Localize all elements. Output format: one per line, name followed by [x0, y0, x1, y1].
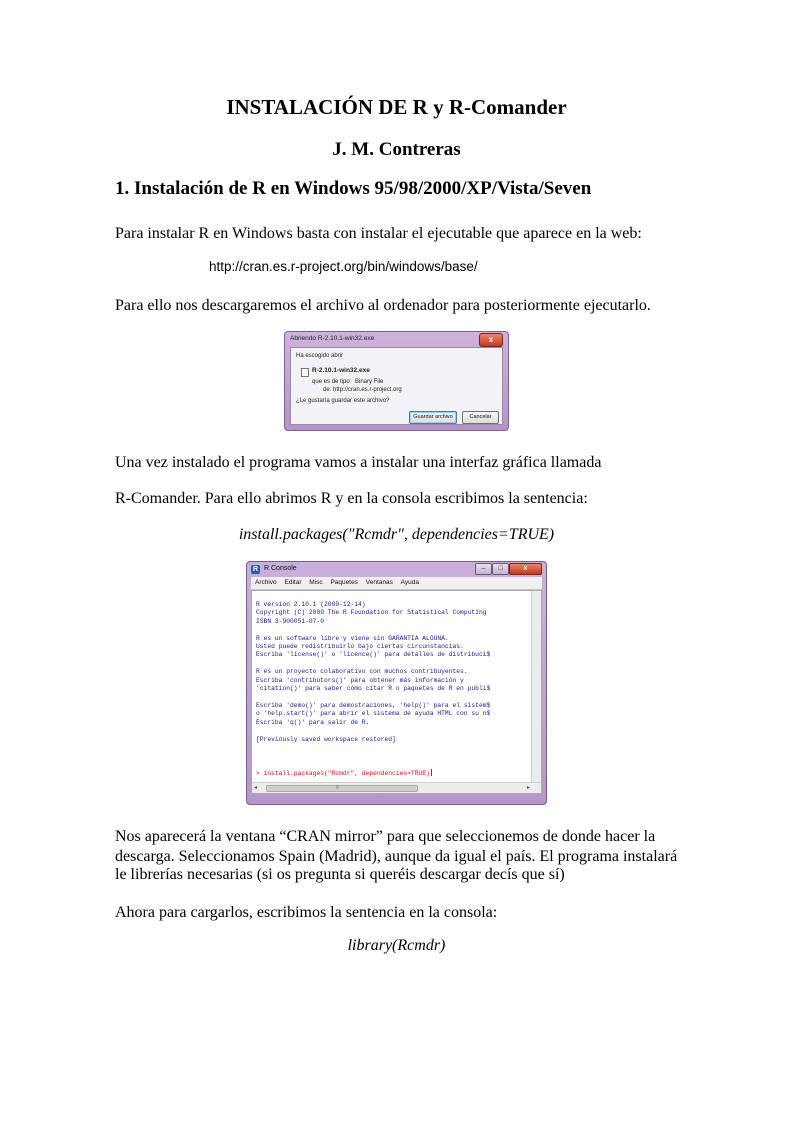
console-output[interactable]: [251, 590, 542, 794]
r-console-window: [246, 561, 547, 805]
paragraph-load: Ahora para cargarlos, escribimos la sentencia en la consola:: [115, 904, 498, 921]
text-cursor: [431, 769, 432, 776]
horizontal-scrollbar[interactable]: [252, 782, 541, 793]
prompt-command: > install.packages("Rcmdr", dependencies=TRUE): [256, 770, 430, 777]
scroll-thumb[interactable]: [266, 785, 418, 792]
code-library: library(Rcmdr): [347, 937, 446, 954]
scroll-right-icon[interactable]: ▸: [526, 785, 530, 791]
dialog-body: [290, 347, 503, 425]
author: J. M. Contreras: [332, 139, 461, 160]
dialog-from-value: http://cran.es.r-project.org: [333, 387, 402, 393]
close-button[interactable]: x: [509, 563, 542, 575]
paragraph-download: Para ello nos descargaremos el archivo al ordenador para posteriormente ejecutarlo.: [115, 297, 651, 314]
cancel-button[interactable]: Cancelar: [462, 411, 499, 424]
scroll-left-icon[interactable]: ◂: [254, 785, 258, 791]
menu-ayuda[interactable]: Ayuda: [400, 579, 419, 586]
download-url: http://cran.es.r-project.org/bin/windows/base/: [209, 259, 478, 274]
r-logo-icon: R: [252, 566, 259, 573]
console-prompt-line[interactable]: [256, 769, 432, 778]
document-title: INSTALACIÓN DE R y R-Comander: [226, 95, 567, 119]
section-heading: 1. Instalación de R en Windows 95/98/2000/XP/Vista/Seven: [115, 178, 592, 199]
dialog-chosen-label: Ha escogido abrir: [296, 353, 344, 359]
minimize-button[interactable]: –: [475, 563, 492, 575]
scroll-grip-icon: ⦙⦙⦙: [336, 785, 340, 791]
paragraph-gui: Una vez instalado el programa vamos a instalar una interfaz gráfica llamada: [115, 454, 602, 471]
paragraph-cran-l3: le librerías necesarias (si os pregunta si queréis descargar decís que sí): [115, 866, 565, 883]
console-menu-bar: [251, 577, 542, 590]
paragraph-rcommander: R-Comander. Para ello abrimos R y en la consola escribimos la sentencia:: [115, 490, 588, 507]
paragraph-cran-l2: descarga. Seleccionamos Spain (Madrid), aunque da igual el país. El programa instalará: [115, 848, 678, 865]
dialog-question: ¿Le gustaría guardar este archivo?: [296, 398, 390, 404]
dialog-type-value: Binary File: [355, 379, 384, 385]
file-icon: [301, 368, 309, 377]
paragraph-install-intro: Para instalar R en Windows basta con instalar el ejecutable que aparece en la web:: [115, 225, 642, 242]
dialog-close-button[interactable]: x: [479, 333, 503, 347]
vertical-scrollbar[interactable]: [531, 591, 541, 784]
dialog-title: Abriendo R-2.10.1-win32.exe: [290, 335, 375, 342]
maximize-button[interactable]: □: [492, 563, 509, 575]
dialog-from-label: de:: [323, 387, 332, 393]
console-text: R version 2.10.1 (2009-12-14) Copyright (C) 2009 The R Foundation for Statistical Computing ISBN 3-900051-07-0 R es un software libre y viene sin GARANTIA ALGUNA. Usted puede redistribuirlo bajo ciertas circunstancias. Escriba 'license()' o 'licence()' para detalles de distribuci$ R es un proyecto colaborativo con muchos contribuyentes. Escriba 'contributors()' para obtener más información y 'citation()' para saber cómo citar R o paquetes de R en publi$ Escriba 'demo()' para demostraciones, 'help()' para el sistem$ o 'help.start()' para abrir el sistema de ayuda HTML con su n$ Escriba 'q()' para salir de R. [Previously saved workspace restored]: [256, 601, 491, 743]
dialog-filename: R-2.10.1-win32.exe: [312, 367, 370, 374]
console-title: R Console: [264, 565, 297, 572]
menu-paquetes[interactable]: Paquetes: [330, 579, 358, 586]
paragraph-cran-l1: Nos aparecerá la ventana “CRAN mirror” para que seleccionemos de donde hacer la: [115, 828, 656, 845]
save-file-button[interactable]: Guardar archivo: [409, 411, 457, 424]
download-dialog: [284, 331, 509, 431]
menu-archivo[interactable]: Archivo: [255, 579, 277, 586]
menu-editar[interactable]: Editar: [284, 579, 302, 586]
dialog-type-label: que es de tipo:: [312, 379, 352, 385]
menu-misc[interactable]: Misc: [309, 579, 323, 586]
menu-ventanas[interactable]: Ventanas: [365, 579, 393, 586]
code-install-packages: install.packages("Rcmdr", dependencies=TRUE): [238, 526, 555, 543]
